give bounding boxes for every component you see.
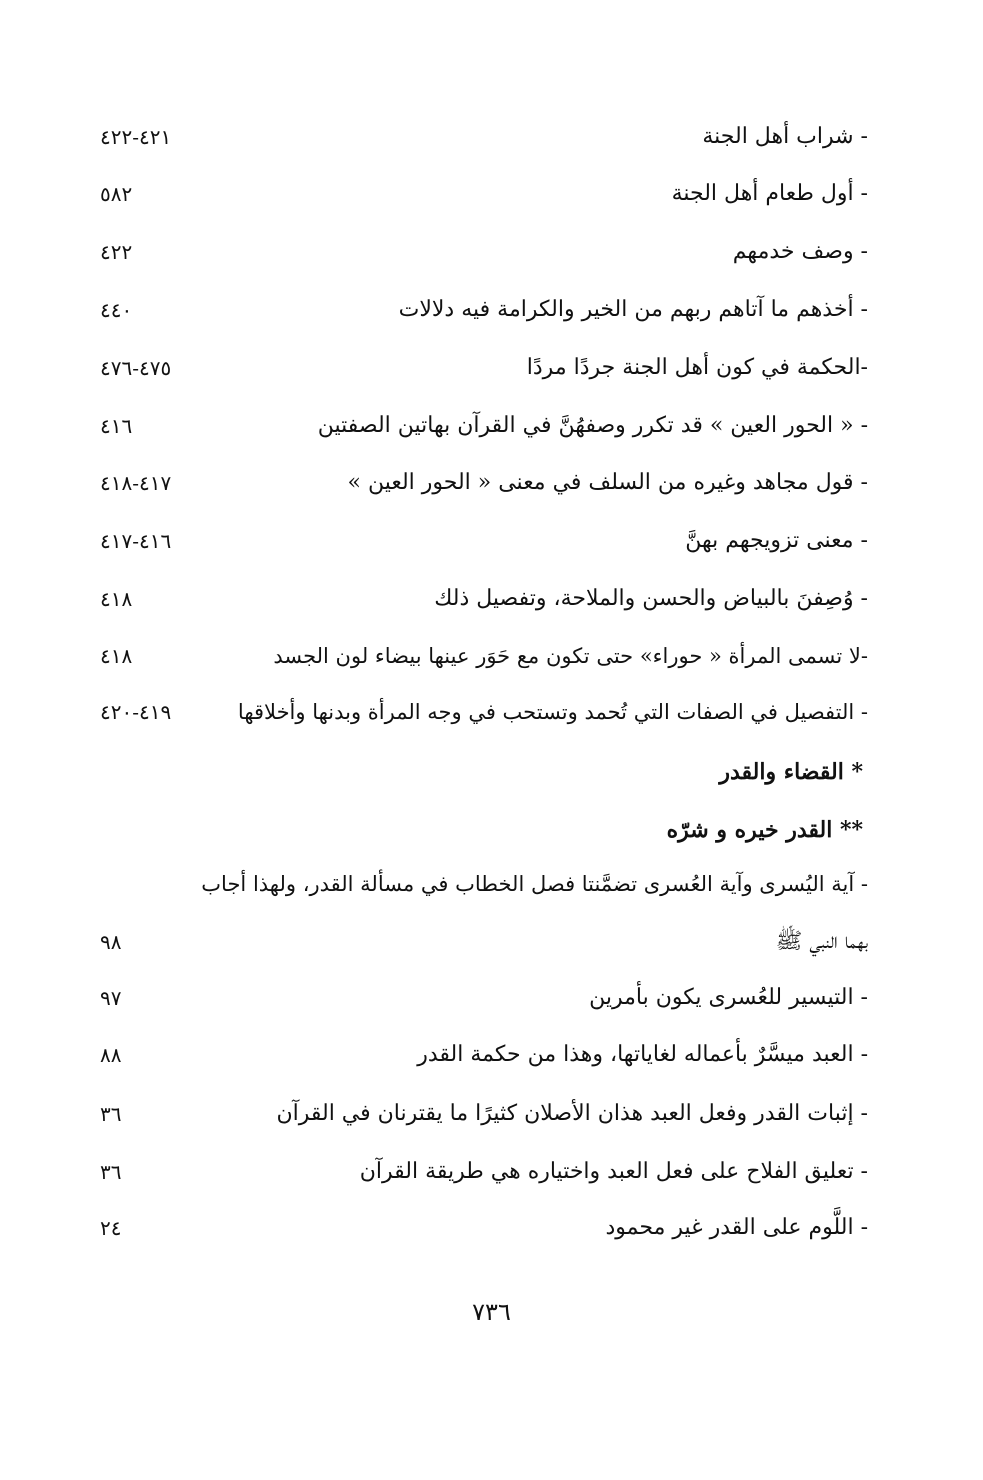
entry-pages: ٣٦ xyxy=(100,1102,122,1126)
entry-text: - التفصيل في الصفات التي تُحمد وتستحب في وجه المرأة وبدنها وأخلاقها xyxy=(237,700,868,724)
entry-text: - آية اليُسرى وآية العُسرى تضمَّنتا فصل الخطاب في مسألة القدر، ولهذا أجاب xyxy=(201,872,868,896)
entry-pages: ٤١٨ xyxy=(100,587,133,611)
index-entry xyxy=(0,404,983,448)
entry-text: - اللَّوم على القدر غير محمود xyxy=(605,1215,868,1240)
entry-pages: ٤١٩-٤٢٠ xyxy=(100,700,172,724)
subsection-heading xyxy=(0,808,983,852)
index-entry-line1 xyxy=(0,862,983,906)
index-entry xyxy=(0,690,983,734)
index-entry xyxy=(0,577,983,621)
section-heading xyxy=(0,750,983,794)
entry-pages: ٨٨ xyxy=(100,1043,122,1067)
entry-text: - شراب أهل الجنة xyxy=(702,124,868,149)
entry-text: - « الحور العين » قد تكرر وصفهُنَّ في القرآن بهاتين الصفتين xyxy=(317,413,868,438)
subsection-heading-text: ** القدر خيره و شرّه xyxy=(666,817,863,843)
entry-pages: ٤١٦ xyxy=(100,414,133,438)
entry-text: - تعليق الفلاح على فعل العبد واختياره هي طريقة القرآن xyxy=(359,1159,868,1184)
index-entry xyxy=(0,172,983,216)
entry-pages: ٢٤ xyxy=(100,1216,122,1240)
entry-pages: ٤٢٢ xyxy=(100,240,133,264)
index-entry xyxy=(0,634,983,678)
index-entry-line2 xyxy=(0,920,983,964)
index-entry xyxy=(0,1206,983,1250)
entry-pages: ٤٢١-٤٢٢ xyxy=(100,125,172,149)
entry-text: بهما النبي ﷺ xyxy=(775,929,868,954)
index-entry xyxy=(0,288,983,332)
entry-text: - إثبات القدر وفعل العبد هذان الأصلان كثيرًا ما يقترنان في القرآن xyxy=(276,1101,868,1126)
entry-pages: ٤٤٠ xyxy=(100,298,133,322)
entry-text: - قول مجاهد وغيره من السلف في معنى « الحور العين » xyxy=(347,470,868,495)
entry-pages: ٤٧٥-٤٧٦ xyxy=(100,356,172,380)
entry-pages: ٣٦ xyxy=(100,1160,122,1184)
entry-text: - أول طعام أهل الجنة xyxy=(671,181,868,206)
index-entry xyxy=(0,115,983,159)
entry-pages: ٩٧ xyxy=(100,986,122,1010)
index-entry xyxy=(0,1150,983,1194)
entry-text: - معنى تزويجهم بهنَّ xyxy=(685,528,868,553)
entry-text: - التيسير للعُسرى يكون بأمرين xyxy=(589,985,868,1010)
index-entry xyxy=(0,976,983,1020)
index-entry xyxy=(0,1092,983,1136)
entry-text: - وُصِفنَ بالبياض والحسن والملاحة، وتفصيل ذلك xyxy=(434,586,868,611)
index-entry xyxy=(0,1033,983,1077)
entry-text: -لا تسمى المرأة « حوراء» حتى تكون مع حَوَر عينها بيضاء لون الجسد xyxy=(273,644,868,668)
index-entry xyxy=(0,346,983,390)
index-entry xyxy=(0,461,983,505)
entry-text: -الحكمة في كون أهل الجنة جردًا مردًا xyxy=(526,355,868,380)
entry-pages: ٤١٧-٤١٨ xyxy=(100,471,172,495)
entry-pages: ٩٨ xyxy=(100,930,122,954)
entry-text: - أخذهم ما آتاهم ربهم من الخير والكرامة فيه دلالات xyxy=(398,297,868,322)
entry-text: - وصف خدمهم xyxy=(732,239,868,264)
entry-pages: ٤١٦-٤١٧ xyxy=(100,529,172,553)
entry-pages: ٥٨٢ xyxy=(100,182,133,206)
index-entry xyxy=(0,519,983,563)
section-heading-text: * القضاء والقدر xyxy=(719,759,863,785)
entry-pages: ٤١٨ xyxy=(100,644,133,668)
index-entry xyxy=(0,230,983,274)
entry-text: - العبد ميسَّرٌ بأعماله لغاياتها، وهذا من حكمة القدر xyxy=(417,1042,868,1067)
page-number: ٧٣٦ xyxy=(472,1298,511,1326)
